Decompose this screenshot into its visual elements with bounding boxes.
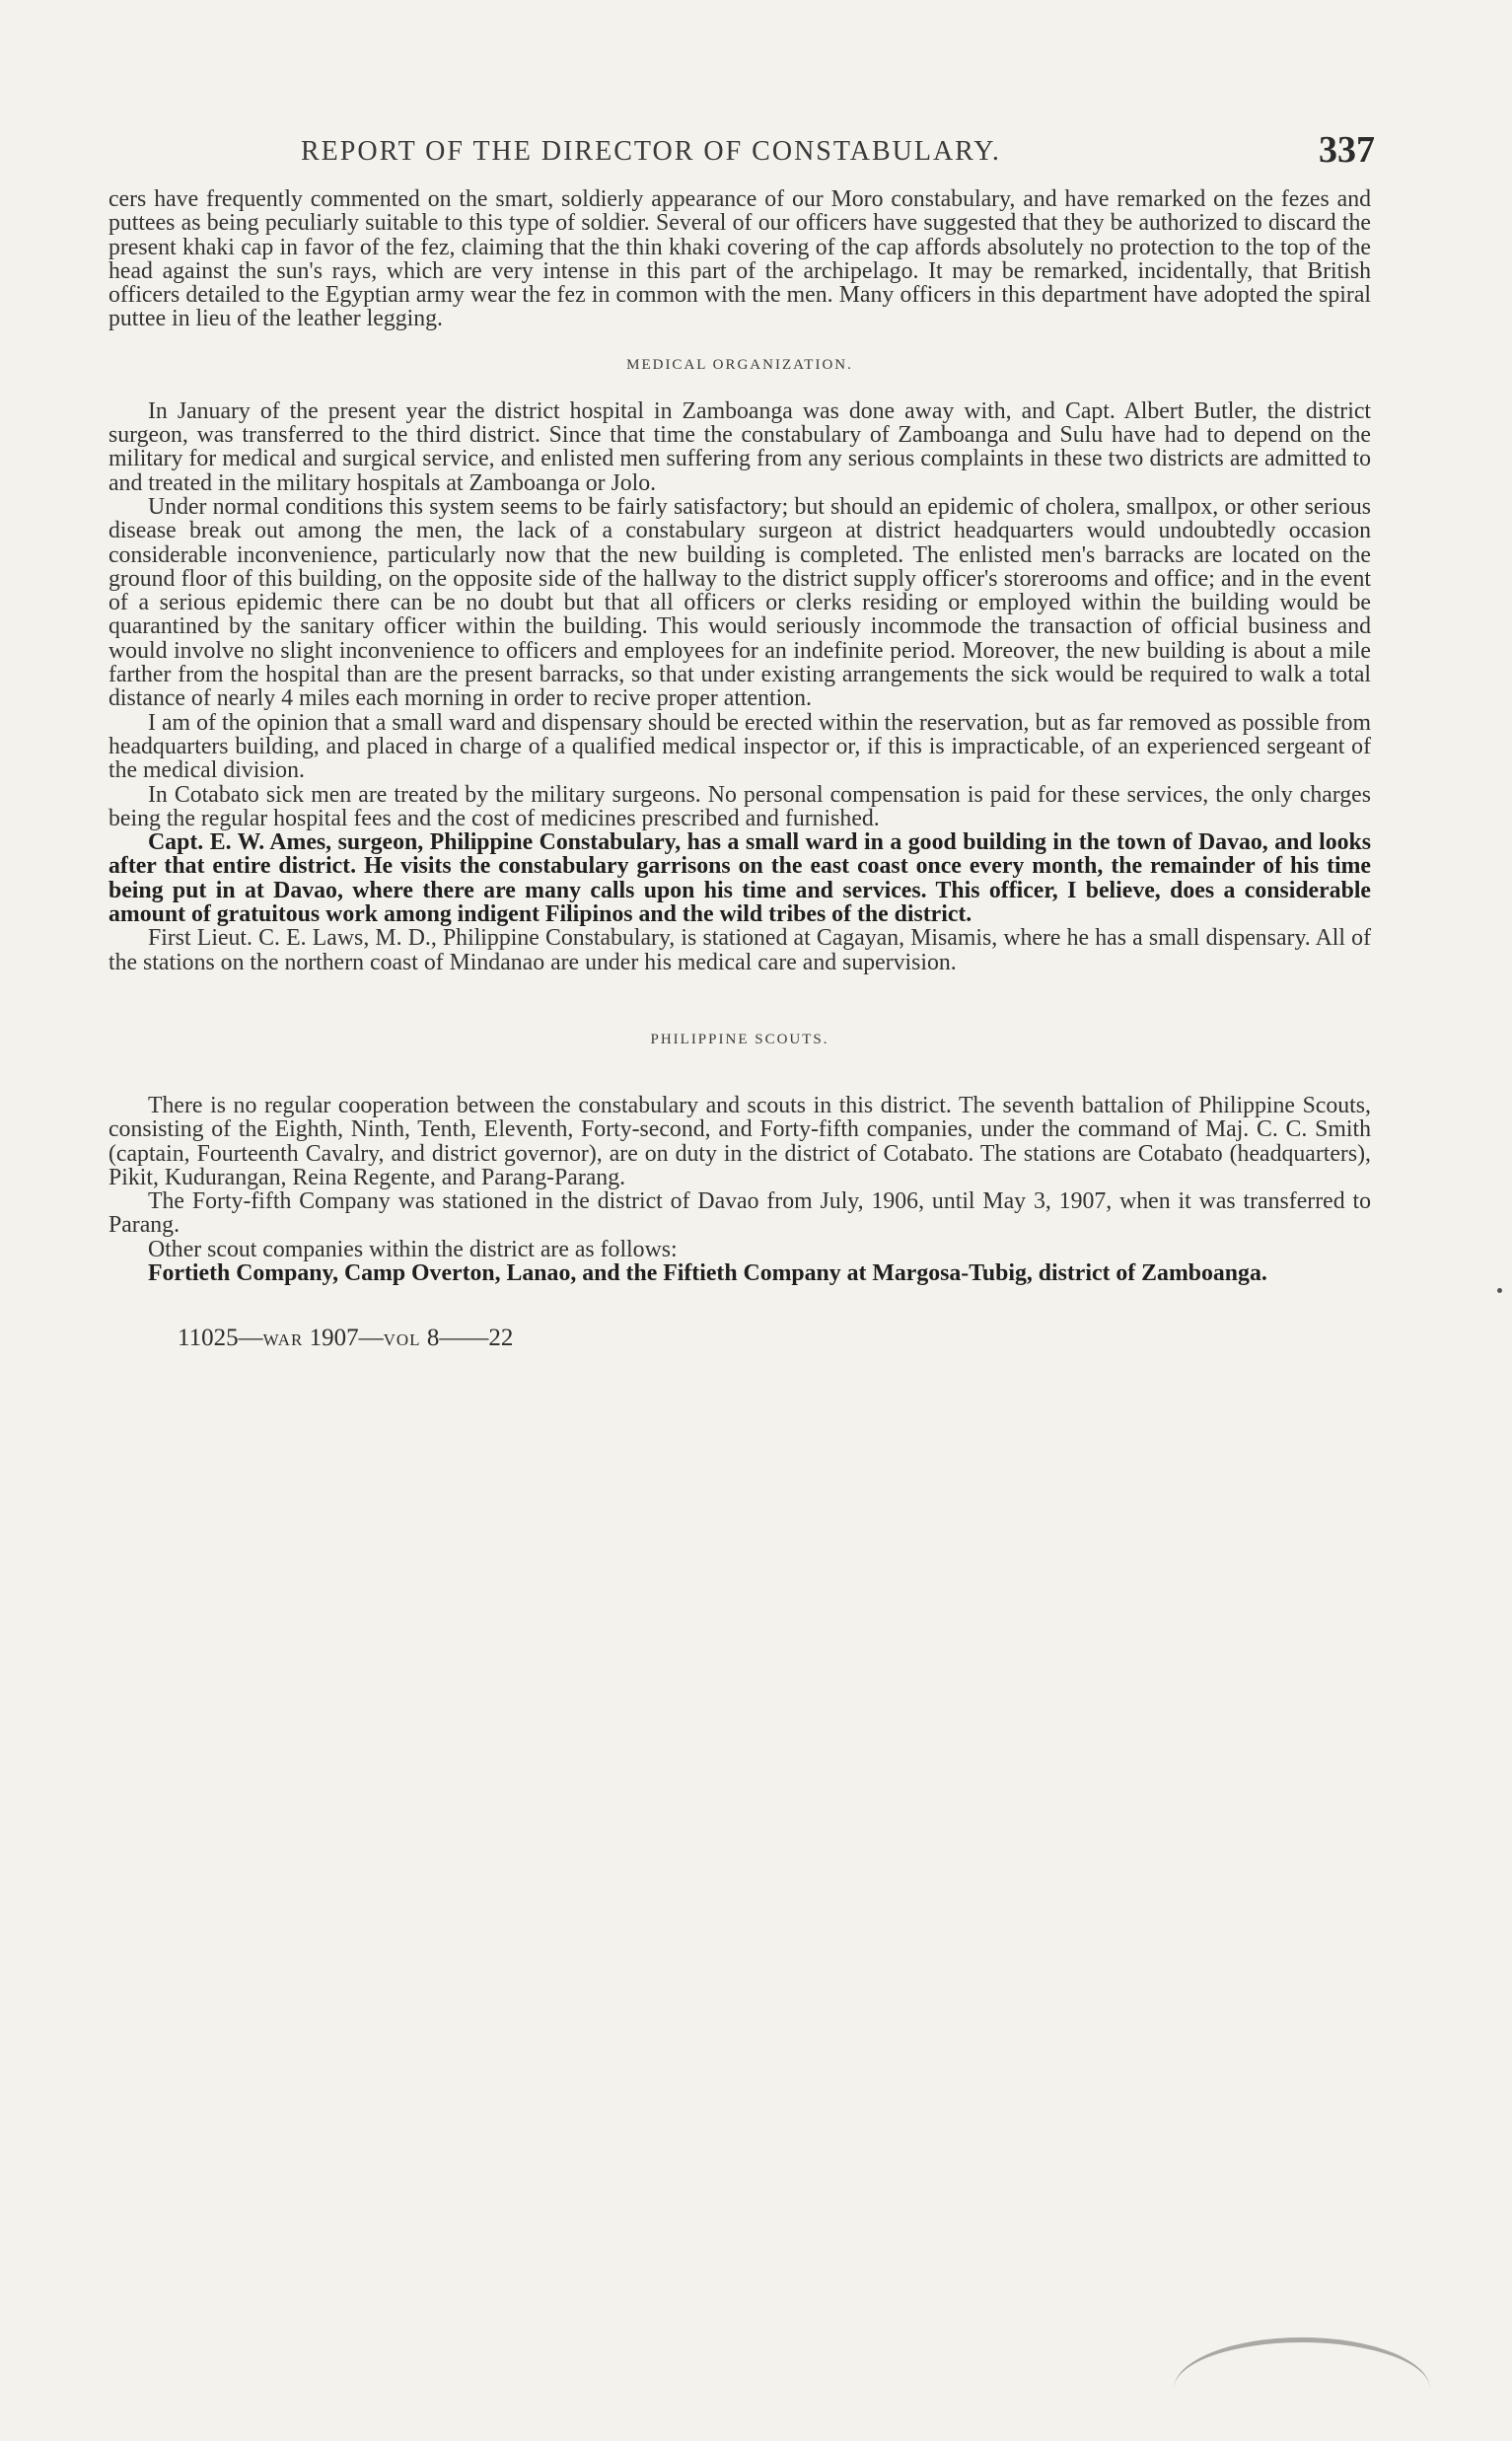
medical-paragraph-5: Capt. E. W. Ames, surgeon, Philippine Constabulary, has a small ward in a good building in the town of Davao, and looks after that entire district. He visits the constabulary garrisons on the east coast once every month, the remainder of his time being put in at Davao, where there are many calls upon his time and services. This officer, I believe, does a considerable amount of gratuitous work among indigent Filipinos and the wild tribes of the district. [108, 829, 1371, 928]
medical-paragraph-2: Under normal conditions this system seems to be fairly satisfactory; but should an epidemic of cholera, smallpox, or other serious disease break out among the men, the lack of a constabulary surgeon at district headquarters would undoubtedly occasion considerable inconvenience, particularly now that the new building is completed. The enlisted men's barracks are located on the ground floor of this building, on the opposite side of the hallway to the district supply officer's storerooms and office; and in the event of a serious epidemic there can be no doubt but that all officers or clerks residing or employed within the building would be quarantined by the sanitary officer within the building. This would seriously incommode the transaction of official business and would involve no slight inconvenience to officers and employees for an indefinite period. Moreover, the new building is about a mile farther from the hospital than are the present barracks, so that under existing arrangements the sick would be required to walk a total distance of nearly 4 miles each morning in order to recive proper attention. [108, 493, 1371, 712]
scouts-paragraph-4: Fortieth Company, Camp Overton, Lanao, and the Fiftieth Company at Margosa-Tubig, district of Zamboanga. [148, 1259, 1267, 1286]
scouts-heading: PHILIPPINE SCOUTS. [650, 1031, 829, 1047]
scan-edge-shadow [1174, 2337, 1430, 2441]
scouts-section [108, 1094, 1371, 1285]
medical-paragraph-6: First Lieut. C. E. Laws, M. D., Philippine Constabulary, is stationed at Cagayan, Misamis, where he has a small dispensary. All of the stations on the northern coast of Mindanao are under his medical care and supervision. [108, 925, 1371, 975]
printer-signature-line: 11025—WAR 1907—VOL 8——22 [178, 1325, 514, 1352]
medical-paragraph-1: In January of the present year the district hospital in Zamboanga was done away with, and Capt. Albert Butler, the district surgeon, was transferred to the third district. Since that time the constabulary of Zamboanga and Sulu have had to depend on the military for medical and surgical service, and enlisted men suffering from any serious complaints in these two districts are admitted to and treated in the military hospitals at Zamboanga or Jolo. [108, 397, 1371, 496]
medical-paragraph-4: In Cotabato sick men are treated by the military surgeons. No personal compensation is paid for these services, the only charges being the regular hospital fees and the cost of medicines prescribed and furnished. [108, 781, 1371, 831]
medical-section [108, 399, 1371, 974]
footer-vol: VOL [383, 1330, 421, 1350]
medical-heading: MEDICAL ORGANIZATION. [626, 356, 853, 373]
intro-section [108, 187, 1371, 331]
footer-year: 1907 [309, 1325, 359, 1352]
footer-signature: 22 [488, 1325, 514, 1352]
scouts-paragraph-2: The Forty-fifth Company was stationed in the district of Davao from July, 1906, until May 3, 1907, when it was transferred to Parang. [108, 1188, 1371, 1239]
intro-paragraph: cers have frequently commented on the smart, soldierly appearance of our Moro constabulary, and have remarked on the fezes and puttees as being peculiarly suitable to this type of soldier. Several of our officers have suggested that they be authorized to discard the present khaki cap in favor of the fez, claiming that the thin khaki covering of the cap affords absolutely no protection to the top of the head against the sun's rays, which are very intense in this part of the archipelago. It may be remarked, incidentally, that British officers detailed to the Egyptian army wear the fez in common with the men. Many officers in this department have adopted the spiral puttee in lieu of the leather legging. [108, 186, 1371, 332]
footer-war: WAR [262, 1330, 304, 1350]
footer-vol-number: 8 [426, 1325, 440, 1352]
running-title: REPORT OF THE DIRECTOR OF CONSTABULARY. [301, 136, 1001, 167]
page-number: 337 [1319, 129, 1375, 171]
running-header [108, 128, 1375, 187]
medical-paragraph-3: I am of the opinion that a small ward and dispensary should be erected within the reservation, but as far removed as possible from headquarters building, and placed in charge of a qualified medical inspector or, if this is impracticable, of an experienced sergeant of the medical division. [108, 709, 1371, 784]
document-page [108, 128, 1375, 1352]
scan-speck [1497, 1288, 1502, 1293]
scouts-paragraph-3: Other scout companies within the district are as follows: [148, 1236, 678, 1262]
footer-number: 11025 [178, 1325, 239, 1352]
scouts-paragraph-1: There is no regular cooperation between the constabulary and scouts in this district. The seventh battalion of Philippine Scouts, consisting of the Eighth, Ninth, Tenth, Eleventh, Forty-second, and Forty-fifth companies, under the command of Maj. C. C. Smith (captain, Fourteenth Cavalry, and district governor), are on duty in the district of Cotabato. The stations are Cotabato (headquarters), Pikit, Kudurangan, Reina Regente, and Parang-Parang. [108, 1092, 1371, 1190]
